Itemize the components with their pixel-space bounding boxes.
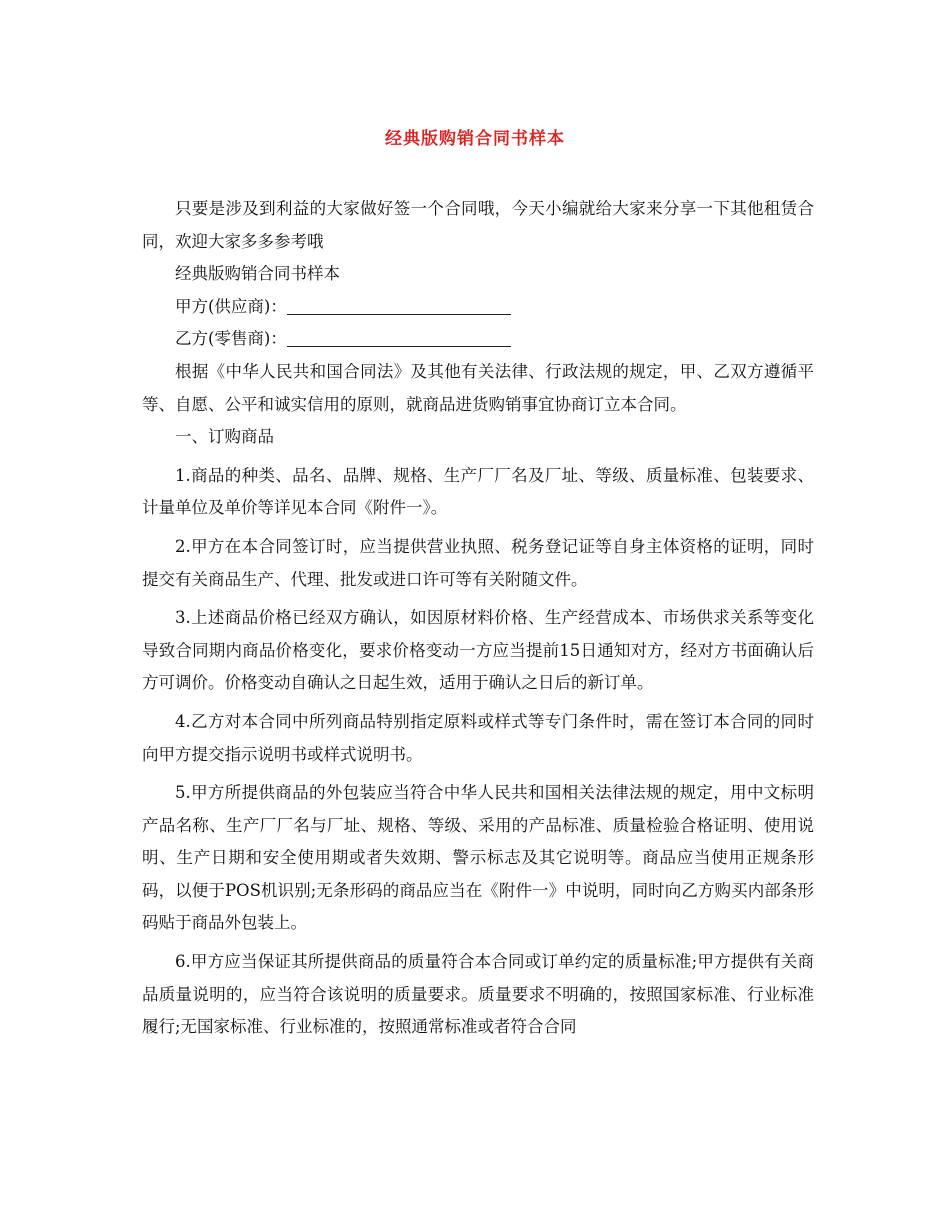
party-a-blank — [287, 294, 511, 315]
party-b-blank — [287, 326, 511, 347]
clause-4: 4.乙方对本合同中所列商品特别指定原料或样式等专门条件时，需在签订本合同的同时向甲方提交指示说明书或样式说明书。 — [142, 711, 814, 764]
subtitle-line: 经典版购销合同书样本 — [175, 264, 340, 284]
preamble-paragraph: 根据《中华人民共和国合同法》及其他有关法律、行政法规的规定，甲、乙双方遵循平等、自愿、公平和诚实信用的原则，就商品进货购销事宜协商订立本合同。 — [142, 361, 814, 414]
document-title: 经典版购销合同书样本 — [385, 129, 565, 149]
clause-1: 1.商品的种类、品名、品牌、规格、生产厂厂名及厂址、等级、质量标准、包装要求、计量单位及单价等详见本合同《附件一》。 — [142, 465, 814, 518]
section-heading-1: 一、订购商品 — [175, 427, 274, 447]
clause-2: 2.甲方在本合同签订时，应当提供营业执照、税务登记证等自身主体资格的证明，同时提交有关商品生产、代理、批发或进口许可等有关附随文件。 — [142, 536, 814, 589]
party-a-label: 甲方(供应商)： — [175, 296, 287, 316]
party-a-line — [142, 291, 814, 324]
party-b-label: 乙方(零售商)： — [175, 329, 287, 349]
clause-5: 5.甲方所提供商品的外包装应当符合中华人民共和国相关法律法规的规定，用中文标明产品名称、生产厂厂名与厂址、规格、等级、采用的产品标准、质量检验合格证明、使用说明、生产日期和安全使用期或者失效期、警示标志及其它说明等。商品应当使用正规条形码，以便于POS机识别;无条形码的商品应当在《附件一》中说明，同时向乙方购买内部条形码贴于商品外包装上。 — [142, 783, 814, 933]
document-body — [142, 193, 814, 1044]
clause-6: 6.甲方应当保证其所提供商品的质量符合本合同或订单约定的质量标准;甲方提供有关商品质量说明的，应当符合该说明的质量要求。质量要求不明确的，按照国家标准、行业标准履行;无国家标准、行业标准的，按照通常标准或者符合合同 — [142, 952, 814, 1037]
party-b-line — [142, 323, 814, 356]
intro-paragraph: 只要是涉及到利益的大家做好签一个合同哦，今天小编就给大家来分享一下其他租赁合同，欢迎大家多多参考哦 — [142, 199, 814, 251]
clause-3: 3.上述商品价格已经双方确认，如因原材料价格、生产经营成本、市场供求关系等变化导致合同期内商品价格变化，要求价格变动一方应当提前15日通知对方，经对方书面确认后方可调价。价格变动自确认之日起生效，适用于确认之日后的新订单。 — [142, 608, 814, 693]
